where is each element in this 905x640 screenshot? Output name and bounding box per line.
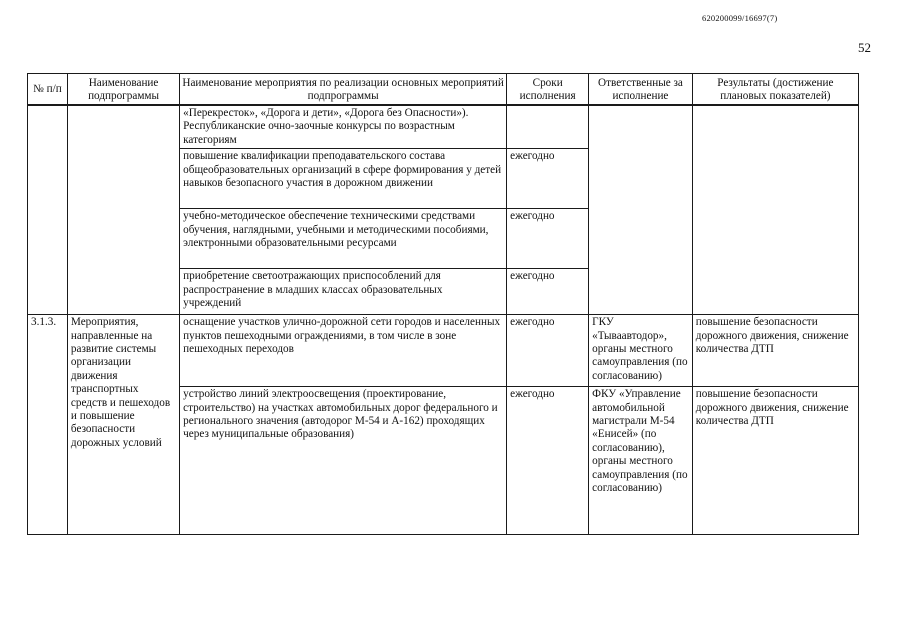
page-number: 52 [858,40,871,55]
activity-cell: оснащение участков улично-дорожной сети городов и населенных пунктов пешеходными ограждениями, в том числе в зоне пешеходных переходов [180,315,507,387]
responsible-cell: ГКУ «Тываавтодор», органы местного самоуправления (по согласованию) [589,315,693,387]
activity-cell: учебно-методическое обеспечение техническими средствами обучения, наглядными, учебными и методическими пособиями, электронными образовательными ресурсами [180,209,507,269]
terms-cell [507,105,589,149]
header-subprogram: Наименование подпрограммы [67,74,179,106]
terms-cell: ежегодно [507,269,589,315]
activity-cell: «Перекресток», «Дорога и дети», «Дорога без Опасности»). Республиканские очно-заочные конкурсы по возрастным категориям [180,105,507,149]
terms-cell: ежегодно [507,209,589,269]
subprogram-cell-empty [67,105,179,315]
header-terms: Сроки исполнения [507,74,589,106]
activity-cell: устройство линий электроосвещения (проектирование, строительство) на участках автомобильных дорог федерального и регионального значения (автодорог М-54 и А-162) проходящих через муниципальные образования) [180,387,507,535]
header-num: № п/п [28,74,68,106]
responsible-cell-empty [589,105,693,315]
activity-cell: приобретение светоотражающих приспособлений для распространение в младших классах образовательных учреждений [180,269,507,315]
terms-cell: ежегодно [507,315,589,387]
header-results: Результаты (достижение плановых показателей) [692,74,858,106]
section-num: 3.1.3. [28,315,68,535]
table-row [28,105,859,149]
header-responsible: Ответственные за исполнение [589,74,693,106]
responsible-cell: ФКУ «Управление автомобильной магистрали М-54 «Енисей» (по согласованию), органы местного самоуправления (по согласованию) [589,387,693,535]
table-row [28,315,859,387]
section-subprogram: Мероприятия, направленные на развитие системы организации движения транспортных средств и пешеходов и повышение безопасности дорожных условий [67,315,179,535]
document-id: 620200099/16697(7) [702,13,778,23]
terms-cell: ежегодно [507,387,589,535]
table-header-row [28,74,859,106]
num-cell-empty [28,105,68,315]
results-cell: повышение безопасности дорожного движения, снижение количества ДТП [692,315,858,387]
results-cell-empty [692,105,858,315]
activities-table [27,73,859,535]
terms-cell: ежегодно [507,149,589,209]
header-activity: Наименование мероприятия по реализации основных мероприятий подпрограммы [180,74,507,106]
activity-cell: повышение квалификации преподавательского состава общеобразовательных организаций в сфере формирования у детей навыков безопасного участия в дорожном движении [180,149,507,209]
results-cell: повышение безопасности дорожного движения, снижение количества ДТП [692,387,858,535]
